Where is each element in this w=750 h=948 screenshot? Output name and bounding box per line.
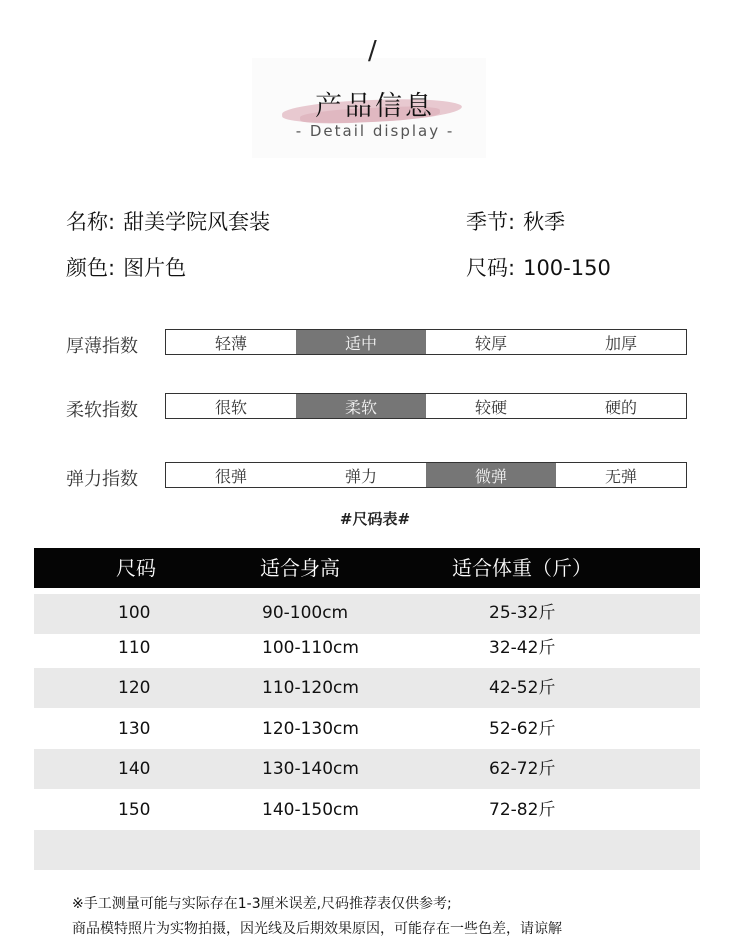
cell-weight: 32-42斤 (489, 638, 556, 658)
cell-height: 110-120cm (262, 678, 359, 698)
table-row (34, 790, 700, 830)
scale-label-softness: 柔软指数 (66, 400, 138, 421)
cell-weight: 42-52斤 (489, 678, 556, 698)
info-name-value: 甜美学院风套装 (123, 210, 271, 234)
header-height: 适合身高 (260, 556, 340, 580)
scale-label-elasticity: 弹力指数 (66, 469, 138, 490)
table-row (34, 709, 700, 749)
info-color-label: 颜色: (66, 256, 116, 280)
cell-height: 120-130cm (262, 719, 359, 739)
info-size-value: 100-150 (523, 256, 611, 280)
table-row-empty (34, 830, 700, 870)
header-size: 尺码 (116, 556, 156, 580)
cell-size: 150 (118, 800, 151, 820)
cell-size: 120 (118, 678, 151, 698)
scale-softness (165, 393, 687, 419)
scale-option: 很弹 (214, 466, 247, 486)
info-season (466, 206, 565, 236)
scale-elasticity (165, 462, 687, 488)
size-table-header (34, 548, 700, 588)
info-color (66, 252, 186, 282)
cell-size: 100 (118, 603, 151, 623)
scale-option: 加厚 (604, 333, 637, 353)
scale-option: 较厚 (474, 333, 507, 353)
page-title: 产品信息 (315, 91, 435, 122)
cell-size: 130 (118, 719, 151, 739)
scale-option: 弹力 (344, 466, 377, 486)
table-row (34, 668, 700, 708)
cell-size: 140 (118, 759, 151, 779)
info-size-label: 尺码: (466, 256, 516, 280)
cell-weight: 62-72斤 (489, 759, 556, 779)
scale-option-selected: 适中 (296, 330, 426, 354)
cell-height: 140-150cm (262, 800, 359, 820)
table-row (34, 594, 700, 634)
size-table-title: #尺码表# (339, 510, 411, 528)
cell-weight: 72-82斤 (489, 800, 556, 820)
cell-weight: 52-62斤 (489, 719, 556, 739)
cell-height: 90-100cm (262, 603, 349, 623)
info-size (466, 252, 611, 282)
scale-option: 轻薄 (214, 333, 247, 353)
info-name (66, 206, 270, 236)
cell-height: 100-110cm (262, 638, 359, 658)
scale-option-selected: 微弹 (426, 463, 556, 487)
table-row (34, 749, 700, 789)
note-line-2: 商品模特照片为实物拍摄，因光线及后期效果原因，可能存在一些色差，请谅解 (72, 921, 562, 937)
info-name-label: 名称: (66, 210, 116, 234)
note-line-1: ※手工测量可能与实际存在1-3厘米误差,尺码推荐表仅供参考; (72, 896, 452, 912)
scale-option-selected: 柔软 (296, 394, 426, 418)
info-season-value: 秋季 (523, 210, 566, 234)
table-row (34, 634, 700, 672)
cell-size: 110 (118, 638, 151, 658)
scale-thickness (165, 329, 687, 355)
scale-option: 无弹 (604, 466, 637, 486)
cell-weight: 25-32斤 (489, 603, 556, 623)
scale-label-thickness: 厚薄指数 (66, 336, 138, 357)
scale-option: 很软 (214, 397, 247, 417)
cell-height: 130-140cm (262, 759, 359, 779)
scale-option: 较硬 (474, 397, 507, 417)
scale-option: 硬的 (604, 397, 637, 417)
info-color-value: 图片色 (123, 256, 187, 280)
page-subtitle: - Detail display - (295, 122, 455, 140)
slash-mark: / (368, 36, 377, 66)
header-weight: 适合体重（斤） (452, 556, 592, 580)
info-season-label: 季节: (466, 210, 516, 234)
